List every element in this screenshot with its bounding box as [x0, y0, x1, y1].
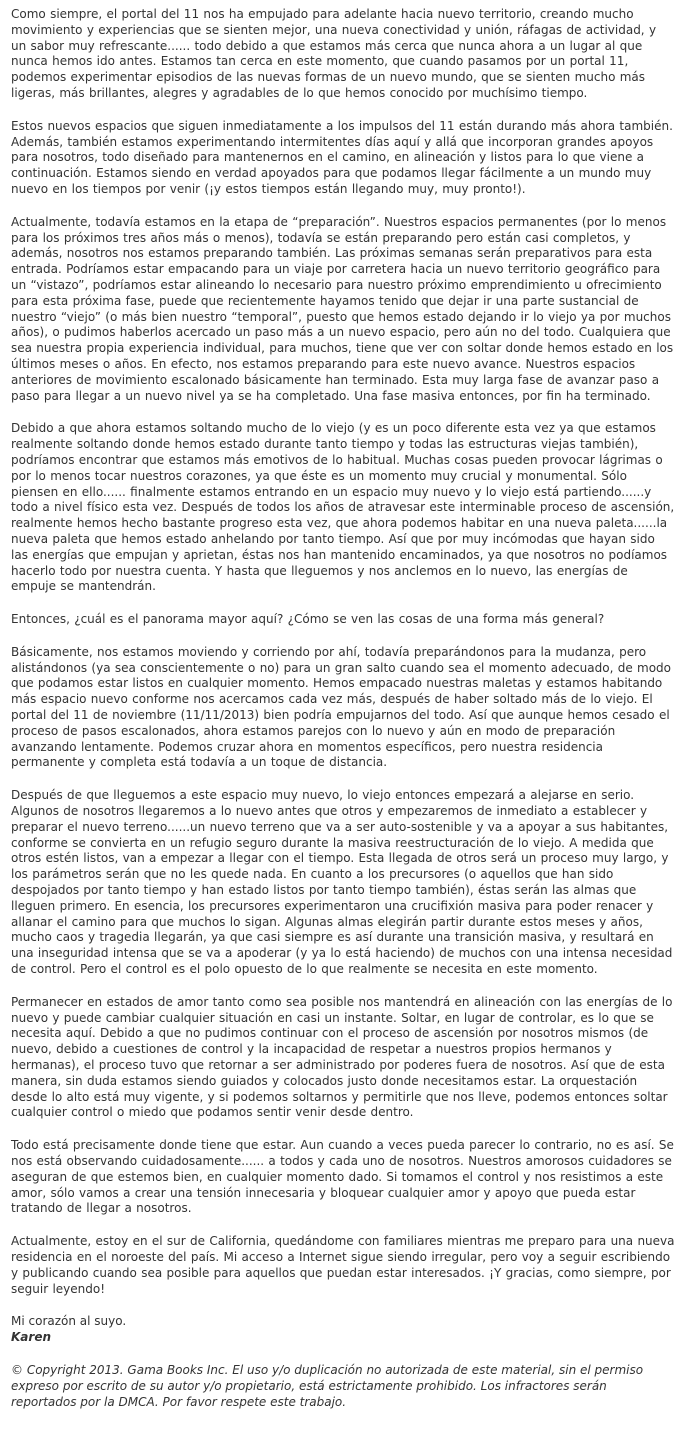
copyright-notice: © Copyright 2013. Gama Books Inc. El uso y/o duplicación no autorizada de este material, sin el permiso expreso por escrito de su autor y/o propietario, está estrictamente prohibido. Los infractores serán reportados por la DMCA. Por favor respete este trabajo. [11, 1362, 644, 1409]
paragraph-7: Después de que lleguemos a este espacio muy nuevo, lo viejo entonces empezará a alejarse en serio. Algunos de nosotros llegaremos a lo nuevo antes que otros y empezaremos de inmediato a establecer y preparar el nuevo terreno......un nuevo terreno que va a ser auto-sostenible y va a apoyar a sus habitantes, conforme se convierta en un refugio seguro durante la masiva reestructuración de lo viejo. A medida que otros estén listos, van a empezar a llegar con el tiempo. Esta llegada de otros será un proceso muy largo, y los parámetros serán que no les quede nada. En cuanto a los precursores (o aquellos que han sido despojados por tanto tiempo y han estado listos por tanto tiempo también), éstas serán las almas que lleguen primero. En esencia, los precursores experimentaron una crucifixión masiva para poder renacer y allanar el camino para que muchos lo sigan. Algunas almas elegirán partir durante estos meses y años, mucho caos y tragedia llegarán, ya que casi siempre es así durante una transición masiva, y resultará en una inseguridad intensa que se va a apoderar (y ya lo está haciendo) de muchos con una intensa necesidad de control. Pero el control es el polo opuesto de lo que realmente se necesita en este momento. [11, 788, 673, 977]
article-body [11, 7, 675, 1410]
paragraph-10: Actualmente, estoy en el sur de California, quedándome con familiares mientras me preparo para una nueva residencia en el noroeste del país. Mi acceso a Internet sigue siendo irregular, pero voy a seguir escribiendo y publicando cuando sea posible para aquellos que puedan estar interesados. ¡Y gracias, como siempre, por seguir leyendo! [11, 1234, 675, 1296]
signoff-line: Mi corazón al suyo. [11, 1314, 127, 1329]
paragraph-3: Actualmente, todavía estamos en la etapa de “preparación”. Nuestros espacios permanentes (por lo menos para los próximos tres años más o menos), todavía se están preparando pero están casi completos, y además, nosotros nos estamos preparando también. Las próximas semanas serán preparativos para esta entrada. Podríamos estar empacando para un viaje por carretera hacia un nuevo territorio geográfico para un “vistazo”, podríamos estar alineando lo necesario para nuestro próximo emprendimiento u ofrecimiento para esta próxima fase, puede que recientemente hayamos tenido que dejar ir una parte sustancial de nuestro “viejo” (o más bien nuestro “temporal”, puesto que hemos estado dejando ir lo viejo ya por muchos años), o pudimos haberlos acercado un paso más a un nuevo espacio, pero aún no del todo. Cualquiera que sea nuestra propia experiencia individual, para muchos, tiene que ver con soltar donde hemos estado en los últimos meses o años. En efecto, nos estamos preparando para este nuevo avance. Nuestros espacios anteriores de movimiento escalonado básicamente han terminado. Esta muy larga fase de avanzar paso a paso para llegar a un nuevo nivel ya se ha completado. Una fase masiva entonces, por fin ha terminado. [11, 214, 674, 403]
paragraph-5: Entonces, ¿cuál es el panorama mayor aquí? ¿Cómo se ven las cosas de una forma más general? [11, 612, 605, 627]
paragraph-6: Básicamente, nos estamos moviendo y corriendo por ahí, todavía preparándonos para la mudanza, pero alistándonos (ya sea conscientemente o no) para un gran salto cuando sea el momento adecuado, de modo que podamos estar listos en cualquier momento. Hemos empacado nuestras maletas y estamos habitando más espacio nuevo conforme nos acercamos cada vez más, después de haber soltado más de lo viejo. El portal del 11 de noviembre (11/11/2013) bien podría empujarnos del todo. Así que aunque hemos cesado el proceso de pasos escalonados, ahora estamos parejos con lo nuevo y aún en modo de preparación avanzando lentamente. Podemos cruzar ahora en momentos específicos, pero nuestra residencia permanente y completa está todavía a un toque de distancia. [11, 644, 672, 770]
paragraph-9: Todo está precisamente donde tiene que estar. Aun cuando a veces pueda parecer lo contrario, no es así. Se nos está observando cuidadosamente...... a todos y cada uno de nosotros. Nuestros amorosos cuidadores se aseguran de que estemos bien, en cualquier momento dado. Si tomamos el control y nos resistimos a este amor, sólo vamos a crear una tensión innecesaria y bloquear cualquier amor y apoyo que pueda estar tratando de llegar a nosotros. [11, 1138, 674, 1216]
author-name: Karen [11, 1330, 51, 1345]
paragraph-4: Debido a que ahora estamos soltando mucho de lo viejo (y es un poco diferente esta vez ya que estamos realmente soltando donde hemos estado durante tanto tiempo y todas las estructuras viejas también), podríamos encontrar que estamos más emotivos de lo habitual. Muchas cosas pueden provocar lágrimas o por lo menos tocar nuestros corazones, ya que éste es un momento muy crucial y monumental. Sólo piensen en ello...... finalmente estamos entrando en un espacio muy nuevo y lo viejo está partiendo......y todo a nivel físico esta vez. Después de todos los años de atravesar este interminable proceso de ascensión, realmente hemos hecho bastante progreso esta vez, que ahora podemos habitar en una nueva paleta......la nueva paleta que hemos estado anhelando por tanto tiempo. Así que por muy incómodas que hayan sido las energías que empujan y aprietan, éstas nos han mantenido encaminados, ya que nosotros no podíamos hacerlo todo por nuestra cuenta. Y hasta que lleguemos y nos anclemos en lo nuevo, las energías de empuje se mantendrán. [11, 421, 675, 594]
paragraph-2: Estos nuevos espacios que siguen inmediatamente a los impulsos del 11 están durando más ahora también. Además, también estamos experimentando intermitentes días aquí y allá que incorporan grandes apoyos para nosotros, todo diseñado para mantenernos en el camino, en alineación y listos para lo que viene a continuación. Estamos siendo en verdad apoyados para que podamos llegar fácilmente a un mundo muy nuevo en los tiempos por venir (¡y estos tiempos están llegando muy, muy pronto!). [11, 118, 673, 196]
paragraph-1: Como siempre, el portal del 11 nos ha empujado para adelante hacia nuevo territorio, creando mucho movimiento y experiencias que se sienten mejor, una nueva conectividad y unión, ráfagas de actividad, y un sabor muy refrescante...... todo debido a que estamos más cerca que nunca ahora a un lugar al que nunca hemos ido antes. Estamos tan cerca en este momento, que cuando pasamos por un portal 11, podemos experimentar episodios de las nuevas formas de un nuevo mundo, que se sienten mucho más ligeras, más brillantes, alegres y agradables de lo que hemos conocido por muchísimo tiempo. [11, 7, 657, 100]
paragraph-8: Permanecer en estados de amor tanto como sea posible nos mantendrá en alineación con las energías de lo nuevo y puede cambiar cualquier situación en casi un instante. Soltar, en lugar de controlar, es lo que se necesita aquí. Debido a que no pudimos continuar con el proceso de ascensión por nosotros mismos (de nuevo, debido a cuestiones de control y la incapacidad de respetar a nuestros propios hermanos y hermanas), el proceso tuvo que retornar a ser administrado por poderes fuera de nosotros. Así que de esta manera, sin duda estamos siendo guiados y colocados justo donde necesitamos estar. La orquestación desde lo alto está muy vigente, y si podemos soltarnos y permitirle que nos lleve, podemos entonces soltar cualquier control o miedo que podamos sentir venir desde dentro. [11, 994, 673, 1120]
